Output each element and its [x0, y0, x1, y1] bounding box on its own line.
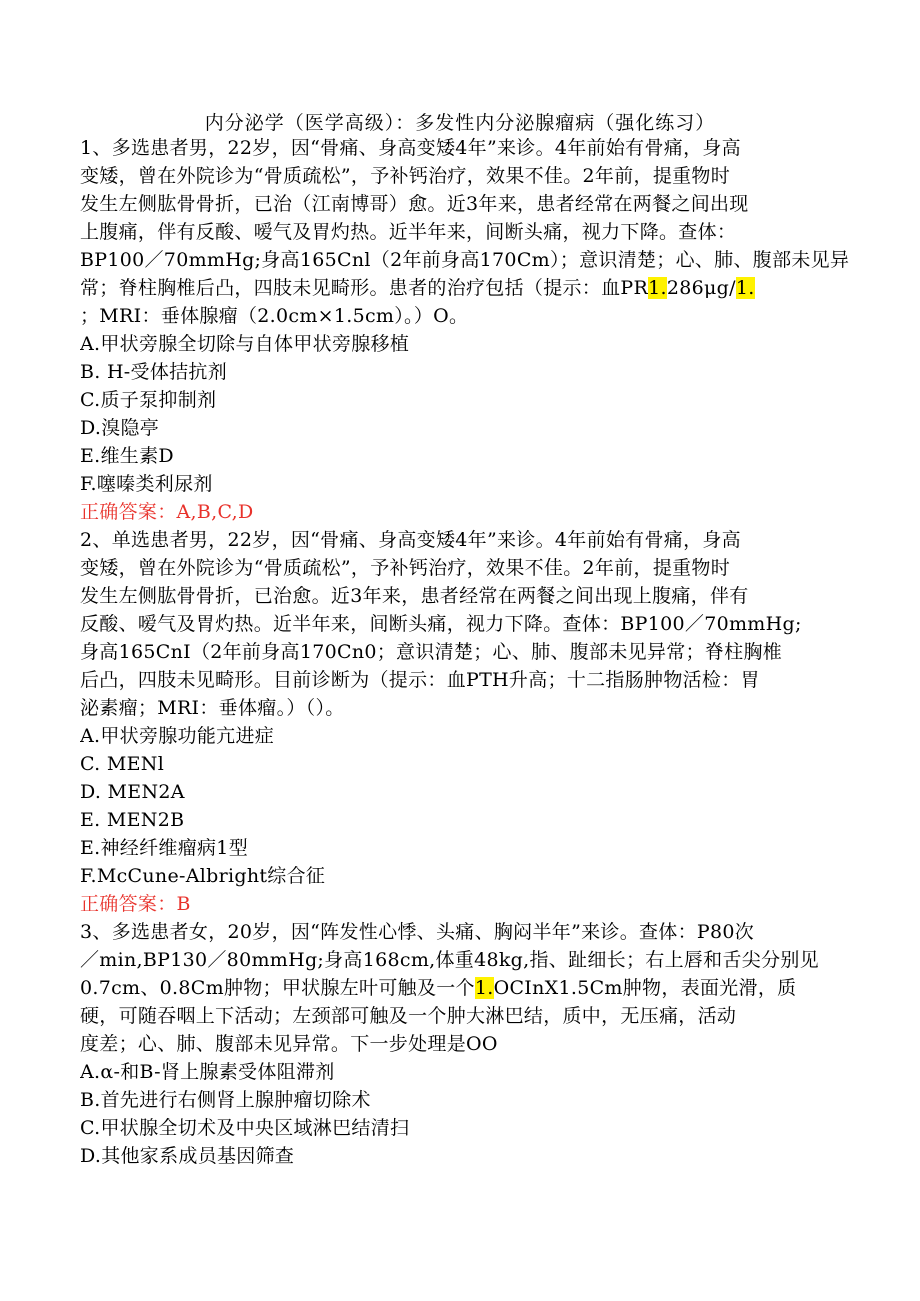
q2-line-6: 后凸，四肢未见畸形。目前诊断为（提示：血PTH升高；十二指肠肿物活检：胃 [80, 669, 760, 691]
q2-line-2: 变矮，曾在外院诊为“骨质疏松”，予补钙治疗，效果不佳。2年前，提重物时 [80, 557, 731, 579]
q2-option-e: E. MEN2B [80, 809, 185, 831]
q2-line-1: 2、单选患者男，22岁，因“骨痛、身高变矮4年”来诊。4年前始有骨痛，身高 [80, 529, 741, 551]
q1-answer: 正确答案：A,B,C,D [80, 501, 254, 523]
document-body [80, 134, 850, 1170]
q1-option-c: C.质子泵抑制剂 [80, 389, 217, 411]
q1-line-1: 1、多选患者男，22岁，因“骨痛、身高变矮4年”来诊。4年前始有骨痛，身高 [80, 137, 741, 159]
q3-option-a: A.α-和B-肾上腺素受体阻滞剂 [80, 1061, 335, 1083]
question-1 [80, 134, 850, 526]
q2-option-c: C. MENl [80, 753, 165, 775]
q2-line-7: 泌素瘤；MRI：垂体瘤。）（）。 [80, 697, 345, 719]
q1-option-e: E.维生素D [80, 445, 174, 467]
highlight-mark: 1. [474, 977, 494, 999]
q3-line-3-text: 0.7cm、0.8Cm肿物；甲状腺左叶可触及一个 [80, 977, 475, 999]
q3-line-1: 3、多选患者女，20岁，因“阵发性心悸、头痛、胸闷半年”来诊。查体：P80次 [80, 921, 755, 943]
question-2 [80, 526, 850, 918]
q1-line-5: BP100／70mmHg;身高165Cnl（2年前身高170Cm）；意识清楚；心、肺、腹部未见异 [80, 249, 850, 271]
q1-option-d: D.溴隐亭 [80, 417, 160, 439]
highlight-mark: 1. [735, 277, 755, 299]
q3-line-4: 硬，可随吞咽上下活动；左颈部可触及一个肿大淋巴结，质中，无压痛，活动 [80, 1005, 737, 1027]
q2-option-e2: E.神经纤维瘤病1型 [80, 837, 248, 859]
q3-line-3 [80, 974, 850, 1002]
q3-option-b: B.首先进行右侧肾上腺肿瘤切除术 [80, 1089, 371, 1111]
q2-option-f: F.McCune-Albright综合征 [80, 865, 326, 887]
q3-option-c: C.甲状腺全切术及中央区域淋巴结清扫 [80, 1117, 410, 1139]
q1-option-f: F.噻嗪类利尿剂 [80, 473, 213, 495]
q2-line-5: 身高165CnI（2年前身高170Cn0；意识清楚；心、肺、腹部未见异常；脊柱胸椎 [80, 641, 783, 663]
page-title: 内分泌学（医学高级）：多发性内分泌腺瘤病（强化练习） [204, 112, 716, 134]
q1-option-b: B. H-受体拮抗剂 [80, 361, 228, 383]
q1-line-6-text: 常；脊柱胸椎后凸，四肢未见畸形。患者的治疗包括（提示：血PR [80, 277, 649, 299]
q1-line-4: 上腹痛，伴有反酸、嗳气及胃灼热。近半年来，间断头痛，视力下降。查体： [80, 221, 737, 243]
q1-line-3: 发生左侧肱骨骨折，已治（江南博哥）愈。近3年来，患者经常在两餐之间出现 [80, 193, 749, 215]
q2-option-d: D. MEN2A [80, 781, 185, 803]
q3-line-3-text-b: OCInX1.5Cm肿物，表面光滑，质 [493, 977, 797, 999]
q3-line-5: 度差；心、肺、腹部未见异常。下一步处理是OO [80, 1033, 498, 1055]
q3-line-2: ／min,BP130／80mmHg;身高168cm,体重48kg,指、趾细长；右上唇和舌尖分别见 [80, 949, 819, 971]
question-3 [80, 918, 850, 1170]
highlight-mark: 1. [648, 277, 667, 299]
q1-option-a: A.甲状旁腺全切除与自体甲状旁腺移植 [80, 333, 410, 355]
q2-answer: 正确答案：B [80, 893, 191, 915]
q1-line-2: 变矮，曾在外院诊为“骨质疏松”，予补钙治疗，效果不佳。2年前，提重物时 [80, 165, 731, 187]
q2-line-3: 发生左侧肱骨骨折，已治愈。近3年来，患者经常在两餐之间出现上腹痛，伴有 [80, 585, 749, 607]
q2-line-4: 反酸、嗳气及胃灼热。近半年来，间断头痛，视力下降。查体：BP100／70mmHg; [80, 613, 802, 635]
q2-option-a: A.甲状旁腺功能亢进症 [80, 725, 275, 747]
q3-option-d: D.其他家系成员基因筛查 [80, 1145, 295, 1167]
q1-line-6 [80, 274, 850, 302]
q1-line-6-text-b: 286μg/ [666, 277, 736, 299]
q1-line-7: ；MRI：垂体腺瘤（2.0cm×1.5cm）。）O。 [80, 305, 469, 327]
